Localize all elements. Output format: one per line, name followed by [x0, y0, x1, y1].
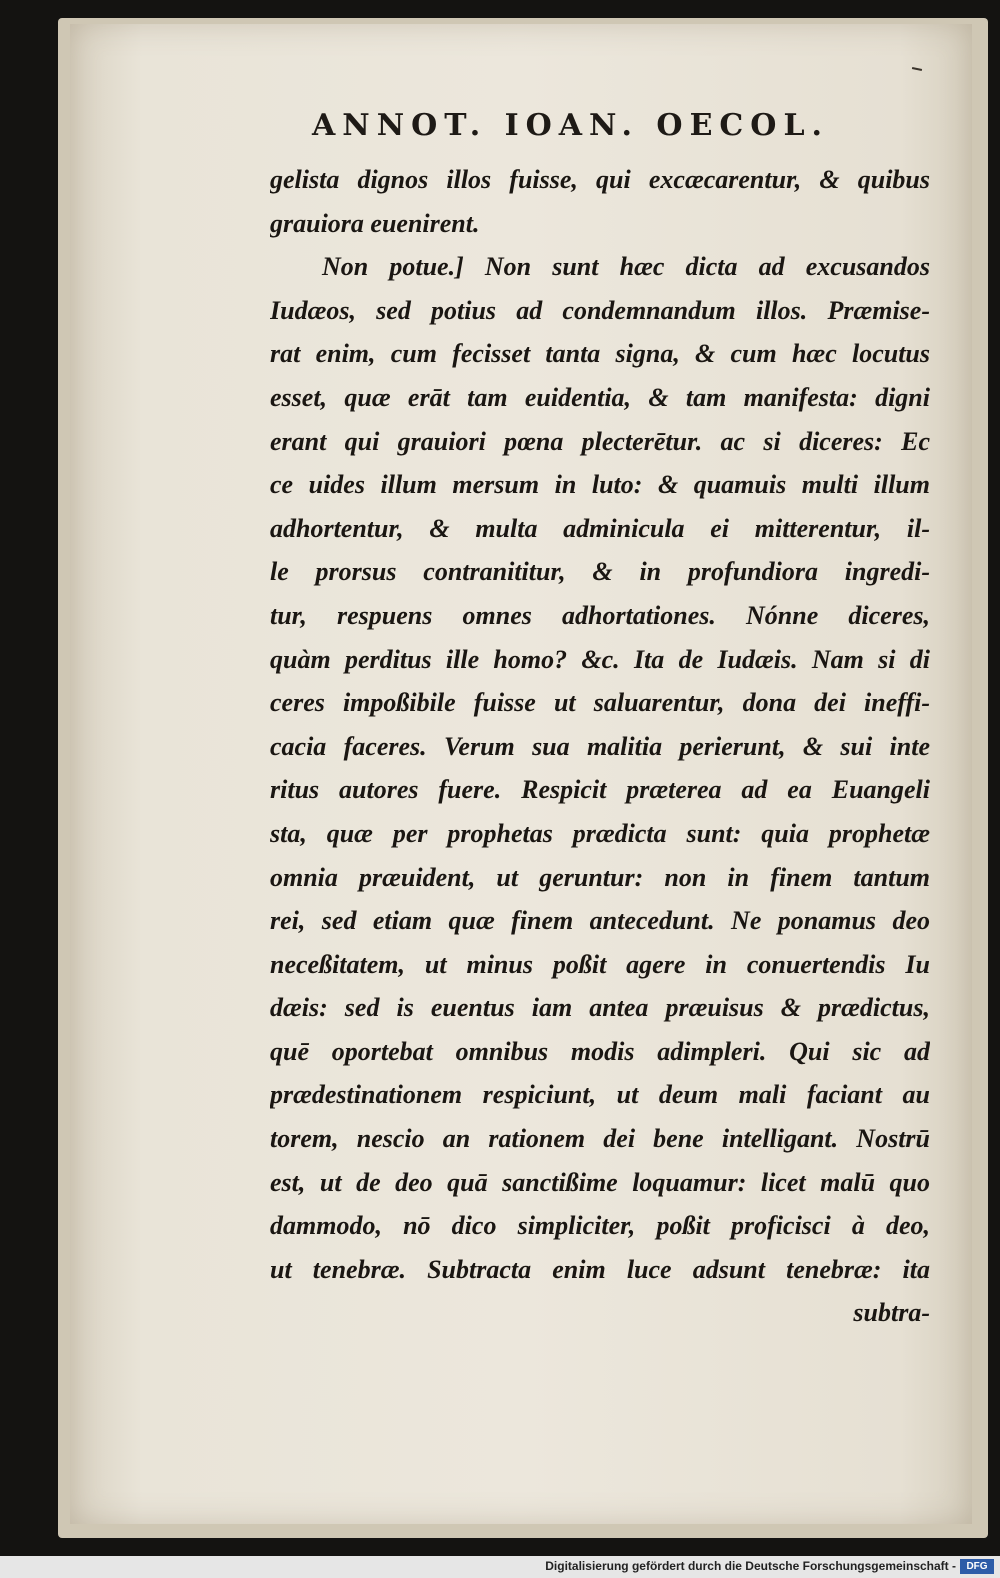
text-line: prædestinationem respiciunt, ut deum mali faciant au: [270, 1080, 930, 1110]
text-line: dammodo, nō dico simpliciter, poßit proficisci à deo,: [270, 1211, 930, 1241]
text-line: neceßitatem, ut minus poßit agere in conuertendis Iu: [270, 949, 930, 979]
ink-mark: [912, 67, 922, 71]
text-line: ut tenebræ. Subtracta enim luce adsunt tenebræ: ita: [270, 1254, 930, 1284]
running-head: ANNOT. IOAN. OECOL.: [312, 108, 829, 143]
text-line: dæis: sed is euentus iam antea præuisus & prædictus,: [270, 993, 930, 1023]
text-line: adhortentur, & multa adminicula ei mitterentur, il-: [270, 513, 930, 543]
text-line: quàm perditus ille homo? &c. Ita de Iudæis. Nam si di: [270, 644, 930, 674]
text-line: esset, quæ erāt tam euidentia, & tam manifesta: digni: [270, 382, 930, 412]
catchword: subtra-: [853, 1298, 930, 1328]
text-line: omnia præuident, ut geruntur: non in finem tantum: [270, 862, 930, 892]
text-line: le prorsus contranititur, & in profundiora ingredi-: [270, 557, 930, 587]
text-line: tur, respuens omnes adhortationes. Nónne diceres,: [270, 600, 930, 630]
text-line: sta, quæ per prophetas prædicta sunt: quia prophetæ: [270, 818, 930, 848]
text-line: quē oportebat omnibus modis adimpleri. Qui sic ad: [270, 1036, 930, 1066]
text-line: cacia faceres. Verum sua malitia perierunt, & sui inte: [270, 731, 930, 761]
text-line: rat enim, cum fecisset tanta signa, & cum hæc locutus: [270, 339, 930, 369]
text-line: ce uides illum mersum in luto: & quamuis multi illum: [270, 470, 930, 500]
dfg-logo: DFG: [960, 1559, 994, 1574]
text-line: rei, sed etiam quæ finem antecedunt. Ne ponamus deo: [270, 906, 930, 936]
footer-credit: Digitalisierung gefördert durch die Deutsche Forschungsgemeinschaft -: [545, 1559, 956, 1573]
text-line: ritus autores fuere. Respicit præterea ad ea Euangeli: [270, 775, 930, 805]
text-block: [270, 158, 930, 1335]
text-line: ceres impoßibile fuisse ut saluarentur, dona dei ineffi-: [270, 688, 930, 718]
text-line: gelista dignos illos fuisse, qui excæcarentur, & quibus: [270, 165, 930, 194]
text-line: Iudæos, sed potius ad condemnandum illos. Præmise-: [270, 295, 930, 325]
text-line: erant qui grauiori pœna plecterētur. ac si diceres: Ec: [270, 426, 930, 456]
text-line: torem, nescio an rationem dei bene intelligant. Nostrū: [270, 1124, 930, 1154]
text-line: grauiora euenirent.: [270, 208, 480, 238]
text-line: est, ut de deo quā sanctißime loquamur: licet malū quo: [270, 1167, 930, 1197]
text-line: Non potue.] Non sunt hæc dicta ad excusandos: [322, 252, 930, 282]
